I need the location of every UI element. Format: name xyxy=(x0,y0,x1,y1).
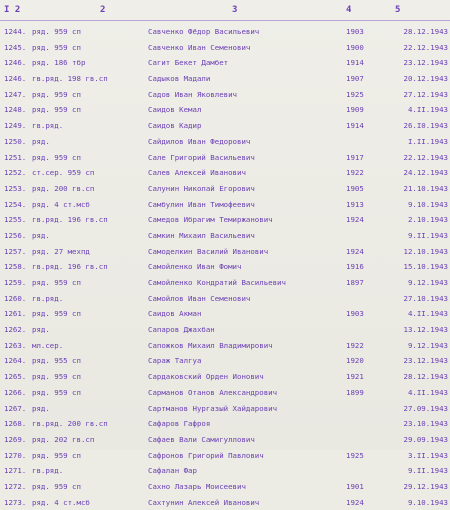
row-date: 26.I0.1943 xyxy=(403,121,448,131)
row-date: 9.10.1943 xyxy=(407,497,448,507)
table-row xyxy=(0,55,450,71)
row-rank: ряд. 955 сп xyxy=(32,356,81,366)
row-name: Сафаев Вали Самигуллович xyxy=(148,434,255,444)
table-row xyxy=(0,259,450,275)
row-rank: ряд. 959 сп xyxy=(32,42,81,52)
row-name: Самойлов Иван Семенович xyxy=(148,293,251,303)
row-rank: гв.ряд. xyxy=(32,293,64,303)
row-number: 1264. xyxy=(4,356,27,366)
row-date: 22.12.1943 xyxy=(403,42,448,52)
row-year: 1899 xyxy=(346,387,364,397)
row-number: 1268. xyxy=(4,419,27,429)
table-row xyxy=(0,71,450,87)
table-row xyxy=(0,134,450,150)
row-name: Сапожков Михаил Владимирович xyxy=(148,340,273,350)
row-date: 23.12.1943 xyxy=(403,58,448,68)
table-row xyxy=(0,338,450,354)
row-rank: ряд. 4 ст.мсб xyxy=(32,497,90,507)
row-name: Самедов Ибрагим Темиржанович xyxy=(148,215,273,225)
row-date: 21.10.1943 xyxy=(403,183,448,193)
row-year: 1922 xyxy=(346,340,364,350)
row-number: 1257. xyxy=(4,246,27,256)
row-name: Сахтунин Алексей Иванович xyxy=(148,497,260,507)
row-name: Сайдилов Иван Федорович xyxy=(148,136,251,146)
row-number: 1247. xyxy=(4,89,27,99)
row-year: 1924 xyxy=(346,246,364,256)
row-name: Сагит Бекет Дамбет xyxy=(148,58,229,68)
row-date: 3.II.1943 xyxy=(407,450,448,460)
row-year: 1909 xyxy=(346,105,364,115)
row-date: 9.II.1943 xyxy=(407,230,448,240)
row-number: 1269. xyxy=(4,434,27,444)
row-year: 1916 xyxy=(346,262,364,272)
table-row xyxy=(0,479,450,495)
row-name: Самоделкин Василий Иванович xyxy=(148,246,269,256)
table-row xyxy=(0,181,450,197)
table-row xyxy=(0,401,450,417)
row-rank: ряд. 200 гв.сп xyxy=(32,183,95,193)
table-row xyxy=(0,275,450,291)
row-rank: ряд. 27 мехпд xyxy=(32,246,90,256)
row-rank: ряд. 959 сп xyxy=(32,387,81,397)
row-name: Сапаров Джахбан xyxy=(148,325,215,335)
row-name: Садов Иван Яковлевич xyxy=(148,89,237,99)
row-rank: ряд. xyxy=(32,230,50,240)
table-row xyxy=(0,244,450,260)
table-row xyxy=(0,385,450,401)
row-name: Сафаров Гафроя xyxy=(148,419,211,429)
row-rank: ряд. 959 сп xyxy=(32,278,81,287)
table-row xyxy=(0,87,450,103)
row-date: 4.II.1943 xyxy=(407,309,448,319)
row-name: Сарманов Отанов Александрович xyxy=(148,387,278,397)
row-rank: ряд. xyxy=(32,403,50,413)
table-row xyxy=(0,212,450,228)
table-header xyxy=(0,0,450,22)
row-date: 28.12.1943 xyxy=(403,372,448,382)
table-body xyxy=(0,24,450,510)
row-name: Садыков Мадали xyxy=(148,74,211,84)
row-year: 1917 xyxy=(346,152,364,162)
table-row xyxy=(0,165,450,181)
table-row xyxy=(0,197,450,213)
row-year: 1922 xyxy=(346,168,364,178)
row-date: I.II.1943 xyxy=(407,136,448,146)
row-year: 1897 xyxy=(346,278,364,287)
row-number: 1262. xyxy=(4,325,27,335)
row-date: 23.10.1943 xyxy=(403,419,448,429)
row-rank: ряд. 959 сп xyxy=(32,309,81,319)
row-name: Сафронов Григорий Павлович xyxy=(148,450,264,460)
row-year: 1903 xyxy=(346,309,364,319)
row-name: Саидов Кадир xyxy=(148,121,202,131)
table-row xyxy=(0,102,450,118)
row-date: 20.12.1943 xyxy=(403,74,448,84)
row-number: 1259. xyxy=(4,278,27,287)
table-row xyxy=(0,353,450,369)
table-row xyxy=(0,416,450,432)
row-name: Самбулин Иван Тимофеевич xyxy=(148,199,255,209)
row-number: 1272. xyxy=(4,481,27,491)
row-rank: ряд. xyxy=(32,136,50,146)
table-row xyxy=(0,118,450,134)
row-rank: ряд. 959 сп xyxy=(32,27,81,36)
row-number: 1258. xyxy=(4,262,27,272)
row-name: Савченко Фёдор Васильевич xyxy=(148,27,260,36)
header-divider xyxy=(0,20,450,21)
row-rank: ряд. 959 сп xyxy=(32,89,81,99)
row-year: 1914 xyxy=(346,58,364,68)
row-date: 27.09.1943 xyxy=(403,403,448,413)
row-year: 1925 xyxy=(346,89,364,99)
table-row xyxy=(0,432,450,448)
row-year: 1907 xyxy=(346,74,364,84)
row-number: 1271. xyxy=(4,466,27,476)
row-date: 9.II.1943 xyxy=(407,466,448,476)
row-name: Сардаковский Орден Ионович xyxy=(148,372,264,382)
row-date: 27.12.1943 xyxy=(403,89,448,99)
table-row xyxy=(0,150,450,166)
row-name: Салунин Николай Егорович xyxy=(148,183,255,193)
row-date: 13.12.1943 xyxy=(403,325,448,335)
row-name: Савченко Иван Семенович xyxy=(148,42,251,52)
row-date: 9.10.1943 xyxy=(407,199,448,209)
row-number: 1250. xyxy=(4,136,27,146)
row-date: 24.12.1943 xyxy=(403,168,448,178)
row-name: Сараж Талгуа xyxy=(148,356,202,366)
row-name: Сале Григорий Васильевич xyxy=(148,152,255,162)
row-rank: гв.ряд. xyxy=(32,466,64,476)
table-row xyxy=(0,322,450,338)
row-number: 1249. xyxy=(4,121,27,131)
row-name: Саидов Акман xyxy=(148,309,202,319)
row-number: 1266. xyxy=(4,387,27,397)
row-year: 1921 xyxy=(346,372,364,382)
row-name: Самкин Михаил Васильевич xyxy=(148,230,255,240)
row-date: 29.12.1943 xyxy=(403,481,448,491)
row-rank: ряд. 959 сп xyxy=(32,152,81,162)
row-number: 1256. xyxy=(4,230,27,240)
row-rank: ряд. 959 сп xyxy=(32,481,81,491)
row-rank: ст.сер. 959 сп xyxy=(32,168,95,178)
row-date: 22.12.1943 xyxy=(403,152,448,162)
row-date: 9.12.1943 xyxy=(407,278,448,287)
row-name: Саидов Кемал xyxy=(148,105,202,115)
row-year: 1905 xyxy=(346,183,364,193)
row-date: 4.II.1943 xyxy=(407,387,448,397)
row-name: Самойленко Иван Фомич xyxy=(148,262,242,272)
row-date: 29.09.1943 xyxy=(403,434,448,444)
row-year: 1901 xyxy=(346,481,364,491)
row-year: 1924 xyxy=(346,497,364,507)
row-number: 1244. xyxy=(4,27,27,36)
row-number: 1253. xyxy=(4,183,27,193)
row-rank: гв.ряд. 196 гв.сп xyxy=(32,262,108,272)
row-rank: гв.ряд. xyxy=(32,121,64,131)
row-year: 1900 xyxy=(346,42,364,52)
row-year: 1913 xyxy=(346,199,364,209)
row-number: 1260. xyxy=(4,293,27,303)
row-date: 15.10.1943 xyxy=(403,262,448,272)
row-date: 4.II.1943 xyxy=(407,105,448,115)
row-date: 2.10.1943 xyxy=(407,215,448,225)
table-row xyxy=(0,369,450,385)
table-row xyxy=(0,306,450,322)
row-number: 1248. xyxy=(4,105,27,115)
row-name: Сафалан Фар xyxy=(148,466,197,476)
row-number: 1263. xyxy=(4,340,27,350)
table-row xyxy=(0,463,450,479)
row-date: 28.12.1943 xyxy=(403,27,448,36)
row-rank: гв.ряд. 196 гв.сп xyxy=(32,215,108,225)
header-col-5: 5 xyxy=(395,5,401,15)
row-rank: мл.сер. xyxy=(32,340,64,350)
row-year: 1914 xyxy=(346,121,364,131)
row-number: 1267. xyxy=(4,403,27,413)
row-rank: ряд. 959 сп xyxy=(32,450,81,460)
table-row xyxy=(0,228,450,244)
row-name: Сартманов Нургазый Хайдарович xyxy=(148,403,278,413)
row-date: 27.10.1943 xyxy=(403,293,448,303)
row-number: 1254. xyxy=(4,199,27,209)
row-number: 1246. xyxy=(4,58,27,68)
table-row xyxy=(0,24,450,40)
header-col-2: 2 xyxy=(100,5,106,15)
row-number: 1255. xyxy=(4,215,27,225)
row-rank: ряд. xyxy=(32,325,50,335)
row-year: 1920 xyxy=(346,356,364,366)
row-rank: гв.ряд. 198 гв.сп xyxy=(32,74,108,84)
row-number: 1246. xyxy=(4,74,27,84)
row-year: 1925 xyxy=(346,450,364,460)
header-col-3: 3 xyxy=(232,5,238,15)
header-col-4: 4 xyxy=(346,5,352,15)
header-col-1: I 2 xyxy=(4,5,21,15)
row-number: 1251. xyxy=(4,152,27,162)
row-rank: ряд. 202 гв.сп xyxy=(32,434,95,444)
table-row xyxy=(0,40,450,56)
row-name: Сахно Лазарь Моисеевич xyxy=(148,481,246,491)
table-row xyxy=(0,291,450,307)
row-rank: ряд. 186 тбр xyxy=(32,58,86,68)
row-rank: ряд. 959 сп xyxy=(32,372,81,382)
row-number: 1245. xyxy=(4,42,27,52)
row-date: 23.12.1943 xyxy=(403,356,448,366)
row-rank: ряд. 959 сп xyxy=(32,105,81,115)
row-year: 1924 xyxy=(346,215,364,225)
row-number: 1265. xyxy=(4,372,27,382)
row-number: 1273. xyxy=(4,497,27,507)
row-number: 1252. xyxy=(4,168,27,178)
row-rank: гв.ряд. 200 гв.сп xyxy=(32,419,108,429)
row-name: Салев Алексей Иванович xyxy=(148,168,246,178)
table-row xyxy=(0,495,450,510)
row-number: 1261. xyxy=(4,309,27,319)
row-number: 1270. xyxy=(4,450,27,460)
row-rank: ряд. 4 ст.мсб xyxy=(32,199,90,209)
row-date: 9.12.1943 xyxy=(407,340,448,350)
row-date: 12.10.1943 xyxy=(403,246,448,256)
row-year: 1903 xyxy=(346,27,364,36)
row-name: Самойленко Кондратий Васильевич xyxy=(148,278,286,287)
